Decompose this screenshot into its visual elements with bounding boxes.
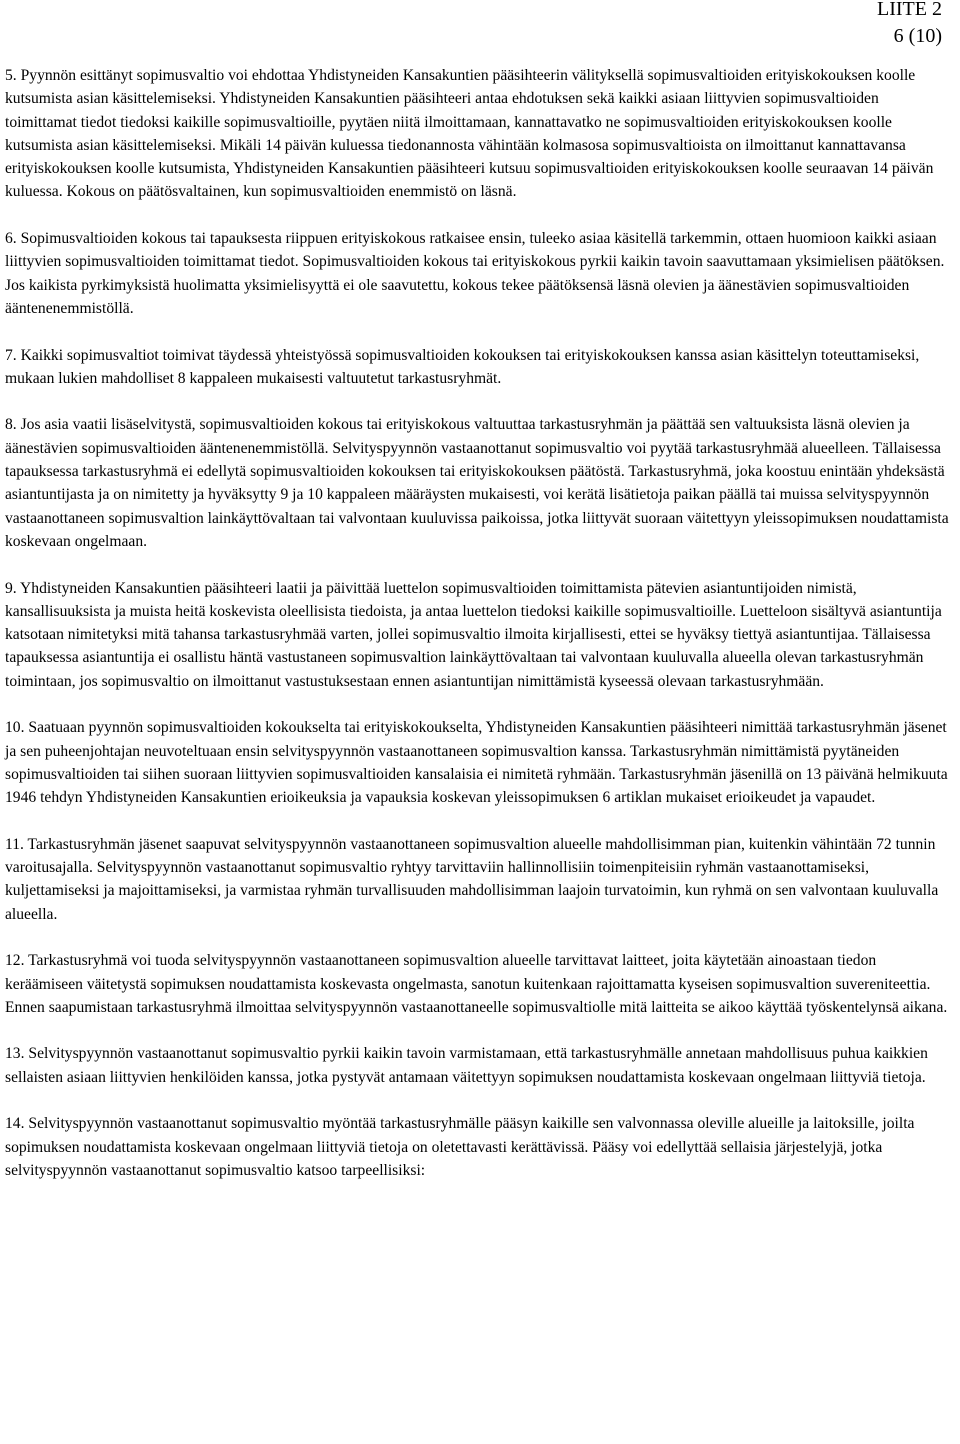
paragraph-5: 5. Pyynnön esittänyt sopimusvaltio voi ehdottaa Yhdistyneiden Kansakuntien pääsihteerin välityksellä sopimusvaltioiden erityiskokouksen koolle kutsumista asian käsittelemiseksi. Yhdistyneiden Kansakuntien pääsihteeri antaa ehdotuksen sekä kaikki asiaan liittyvien sopimusvaltioiden toimittamat tiedot tiedoksi kaikille sopimusvaltioille, pyytäen niitä ilmoittamaan, kannattavatko ne sopimusvaltioiden erityiskokouksen koolle kutsumista asian käsittelemiseksi. Mikäli 14 päivän kuluessa tiedonannosta vähintään kolmasosa sopimusvaltioista on ilmoittanut kannattavansa erityiskokouksen koolle kutsumista, Yhdistyneiden Kansakuntien pääsihteeri kutsuu sopimusvaltioiden erityiskokouksen koolle seuraavan 14 päivän kuluessa. Kokous on päätösvaltainen, kun sopimusvaltioiden enemmistö on läsnä. <box>5 67 934 201</box>
paragraph-9: 9. Yhdistyneiden Kansakuntien pääsihteeri laatii ja päivittää luettelon sopimusvaltioiden toimittamista pätevien asiantuntijoiden nimistä, kansallisuuksista ja muista heitä koskevista oleellisista tiedoista, ja antaa luettelon tiedoksi kaikille sopimusvaltioille. Luetteloon sisältyvä asiantuntija katsotaan nimitetyksi mitä tahansa tarkastusryhmää varten, jollei sopimusvaltio ilmoita kirjallisesti, ettei se hyväksy tiettyä asiantuntijaa. Tällaisessa tapauksessa asiantuntija ei osallistu häntä vastustaneen sopimusvaltion lainkäyttövaltaan tai valvontaan kuuluvalla alueella olevan tarkastusryhmän toimintaan, jos sopimusvaltio on ilmoittanut vastustuksestaan ennen asiantuntijan nimittämistä kyseessä olevaan tarkastusryhmään. <box>5 579 942 690</box>
paragraph-12: 12. Tarkastusryhmä voi tuoda selvityspyynnön vastaanottaneen sopimusvaltion alueelle tarvittavat laitteet, joita käytetään ainoastaan tiedon keräämiseen väitetystä sopimuksen noudattamista koskevasta ongelmasta, sanotun kuitenkaan rajoittamatta kyseisen sopimusvaltion suvereniteettia. Ennen saapumistaan tarkastusryhmä ilmoittaa selvityspyynnön vastaanottaneelle sopimusvaltiolle mitä laitteita se aikoo käyttää työskentelynsä aikana. <box>5 952 948 1016</box>
paragraph-13: 13. Selvityspyynnön vastaanottanut sopimusvaltio pyrkii kaikin tavoin varmistamaan, että tarkastusryhmälle annetaan mahdollisuus puhua kaikkien sellaisten asiaan liittyvien henkilöiden kanssa, jotka pystyvät antamaan väitettyyn sopimuksen noudattamista koskevaan ongelmaan liittyviä tietoja. <box>5 1045 928 1086</box>
paragraph-11: 11. Tarkastusryhmän jäsenet saapuvat selvityspyynnön vastaanottaneen sopimusvaltion alueelle mahdollisimman pian, kuitenkin vähintään 72 tunnin varoitusajalla. Selvityspyynnön vastaanottanut sopimusvaltio ryhtyy tarvittaviin hallinnollisiin toimenpiteisiin ryhmän vastaanottamiseksi, kuljettamiseksi ja majoittamiseksi, ja varmistaa ryhmän turvallisuuden mahdollisimman laajoin turvatoimin, kun ryhmä on sen valvontaan kuuluvalla alueella. <box>5 835 939 923</box>
paragraph-14: 14. Selvityspyynnön vastaanottanut sopimusvaltio myöntää tarkastusryhmälle pääsyn kaikille sen valvonnassa oleville alueille ja laitoksille, joilta sopimuksen noudattamista koskevaan ongelmaan liittyviä tietoja on oletettavasti kerättävissä. Pääsy voi edellyttää sellaisia järjestelyjä, jotka selvityspyynnön vastaanottanut sopimusvaltio katsoo tarpeellisiksi: <box>5 1115 915 1179</box>
paragraph-6: 6. Sopimusvaltioiden kokous tai tapauksesta riippuen erityiskokous ratkaisee ensin, tuleeko asiaa käsitellä tarkemmin, ottaen huomioon kaikki asiaan liittyvien sopimusvaltioiden toimittamat tiedot. Sopimusvaltioiden kokous tai erityiskokous pyrkii kaikin tavoin saavuttamaan yksimielisen päätöksen. Jos kaikista pyrkimyksistä huolimatta yksimielisyyttä ei ole saavutettu, kokous tekee päätöksensä läsnä olevien ja äänestävien sopimusvaltioiden ääntenenemmistöllä. <box>5 230 945 317</box>
paragraph-7: 7. Kaikki sopimusvaltiot toimivat täydessä yhteistyössä sopimusvaltioiden kokouksen tai erityiskokouksen kanssa asian käsittelyn toteuttamiseksi, mukaan lukien mahdolliset 8 kappaleen mukaisesti valtuutetut tarkastusryhmät. <box>5 346 920 387</box>
paragraph-10: 10. Saatuaan pyynnön sopimusvaltioiden kokoukselta tai erityiskokoukselta, Yhdistyneiden Kansakuntien pääsihteeri nimittää tarkastusryhmän jäsenet ja sen puheenjohtajan neuvoteltuaan ensin selvityspyynnön vastaanottaneen sopimusvaltion kanssa. Tarkastusryhmän nimittämistä pyytäneiden sopimusvaltioiden tai siihen suoraan liittyvien sopimusvaltioiden kansalaisia ei nimitetä ryhmään. Tarkastusryhmän jäsenillä on 13 päivänä helmikuuta 1946 tehdyn Yhdistyneiden Kansakuntien erioikeuksia ja vapauksia koskevan yleissopimuksen 6 artiklan mukaiset erioikeudet ja vapaudet. <box>5 719 948 807</box>
page-header <box>877 0 942 50</box>
document-body <box>5 64 950 1206</box>
page-number: 6 (10) <box>893 25 942 47</box>
paragraph-8: 8. Jos asia vaatii lisäselvitystä, sopimusvaltioiden kokous tai erityiskokous valtuuttaa tarkastusryhmän ja päättää sen valtuuksista läsnä olevien ja äänestävien sopimusvaltioiden ääntenenemmistöllä. Selvityspyynnön vastaanottanut sopimusvaltio voi pyytää tarkastusryhmää alueelleen. Tällaisessa tapauksessa tarkastusryhmä ei edellytä sopimusvaltioiden kokouksen tai erityiskokouksen päätöstä. Tarkastusryhmä, joka koostuu enintään yhdeksästä asiantuntijasta ja on nimitetty ja hyväksytty 9 ja 10 kappaleen määräysten mukaisesti, voi kerätä lisätietoja paikan päällä tai muissa selvityspyynnön vastaanottaneen sopimusvaltion lainkäyttövaltaan tai valvontaan kuuluvissa paikoissa, jotka liittyvät suoraan väitettyyn yleissopimuksen noudattamista koskevaan ongelmaan. <box>5 416 949 550</box>
appendix-label: LIITE 2 <box>877 0 942 20</box>
